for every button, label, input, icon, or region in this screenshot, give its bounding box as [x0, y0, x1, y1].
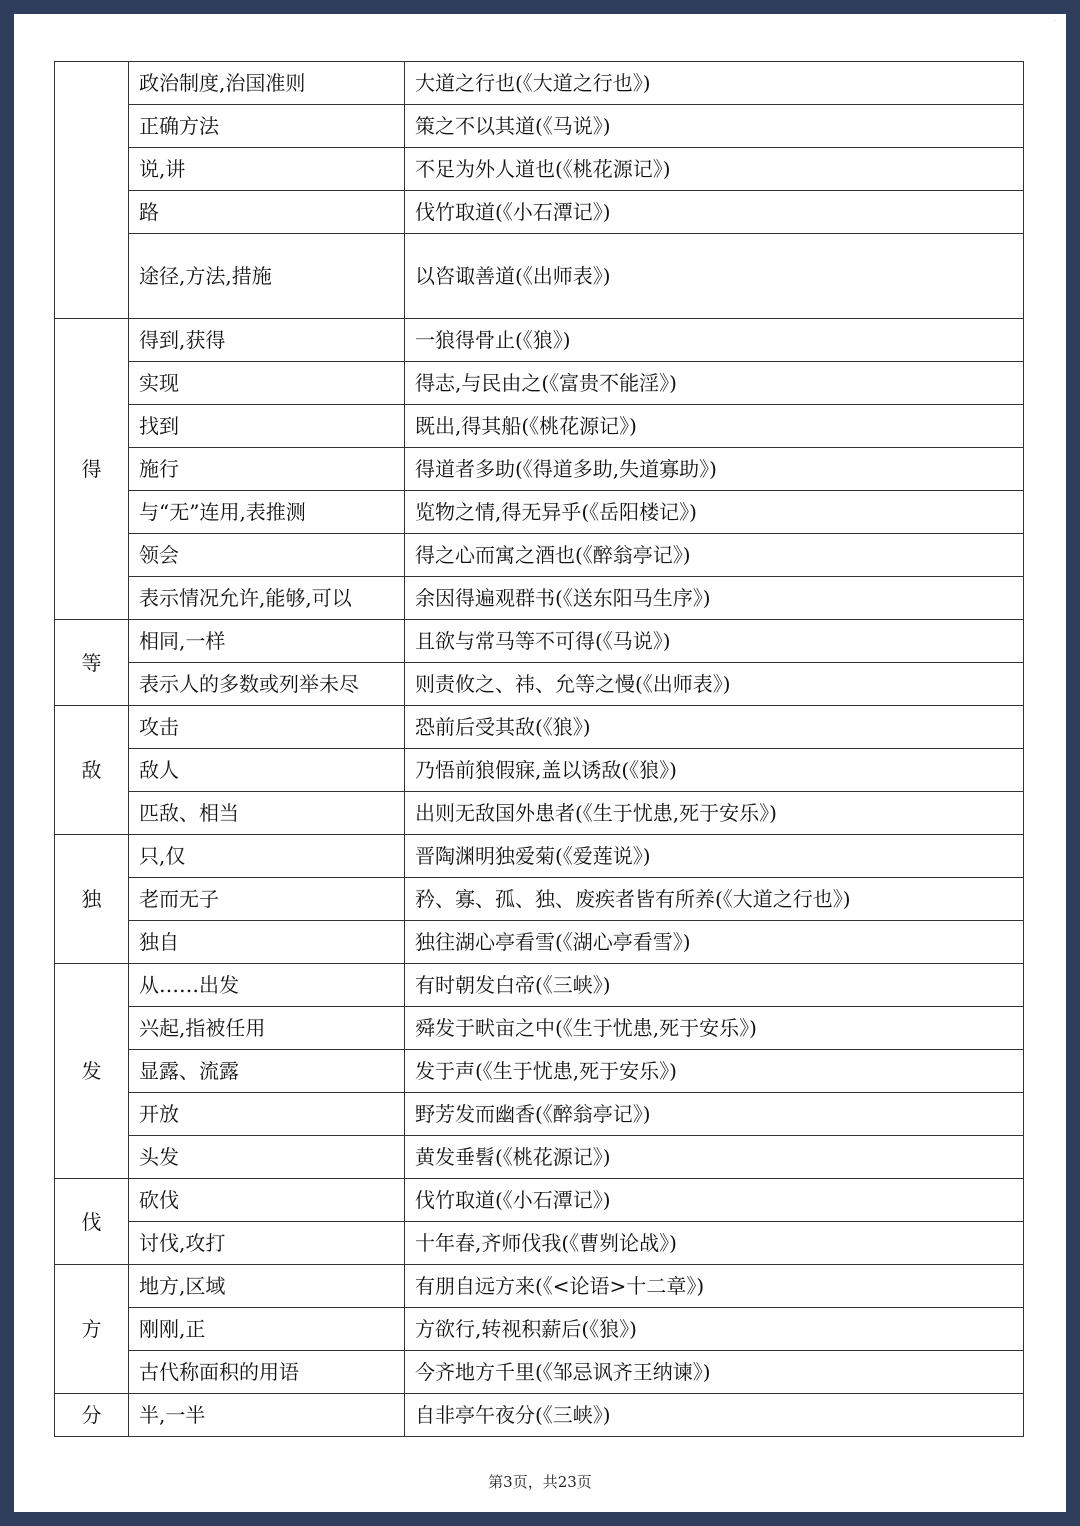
- example-cell: 出则无敌国外患者(《生于忧患,死于安乐》): [405, 792, 1024, 835]
- meaning-cell: 路: [129, 191, 405, 234]
- headword-cell: 伐: [55, 1179, 129, 1265]
- table-row: [55, 62, 1024, 105]
- example-cell: 余因得遍观群书(《送东阳马生序》): [405, 577, 1024, 620]
- example-cell: 伐竹取道(《小石潭记》): [405, 191, 1024, 234]
- example-cell: 恐前后受其敌(《狼》): [405, 706, 1024, 749]
- headword-cell: 独: [55, 835, 129, 964]
- meaning-cell: 领会: [129, 534, 405, 577]
- meaning-cell: 实现: [129, 362, 405, 405]
- meaning-cell: 砍伐: [129, 1179, 405, 1222]
- headword-cell: 得: [55, 319, 129, 620]
- example-cell: 得道者多助(《得道多助,失道寡助》): [405, 448, 1024, 491]
- watermark: ·: [1054, 18, 1056, 25]
- example-cell: 且欲与常马等不可得(《马说》): [405, 620, 1024, 663]
- meaning-cell: 敌人: [129, 749, 405, 792]
- meaning-cell: 表示人的多数或列举未尽: [129, 663, 405, 706]
- headword-cell: 敌: [55, 706, 129, 835]
- example-cell: 伐竹取道(《小石潭记》): [405, 1179, 1024, 1222]
- meaning-cell: 得到,获得: [129, 319, 405, 362]
- example-cell: 今齐地方千里(《邹忌讽齐王纳谏》): [405, 1351, 1024, 1394]
- table-row: [55, 1093, 1024, 1136]
- example-cell: 既出,得其船(《桃花源记》): [405, 405, 1024, 448]
- example-cell: 有朋自远方来(《<论语>十二章》): [405, 1265, 1024, 1308]
- example-cell: 则责攸之、祎、允等之慢(《出师表》): [405, 663, 1024, 706]
- table-row: [55, 148, 1024, 191]
- table-row: [55, 448, 1024, 491]
- meaning-cell: 找到: [129, 405, 405, 448]
- example-cell: 览物之情,得无异乎(《岳阳楼记》): [405, 491, 1024, 534]
- example-cell: 一狼得骨止(《狼》): [405, 319, 1024, 362]
- example-cell: 以咨诹善道(《出师表》): [405, 234, 1024, 319]
- table-row: [55, 921, 1024, 964]
- example-cell: 得之心而寓之酒也(《醉翁亭记》): [405, 534, 1024, 577]
- table-row: [55, 1007, 1024, 1050]
- headword-cell: 方: [55, 1265, 129, 1394]
- example-cell: 发于声(《生于忧患,死于安乐》): [405, 1050, 1024, 1093]
- meaning-cell: 开放: [129, 1093, 405, 1136]
- meaning-cell: 表示情况允许,能够,可以: [129, 577, 405, 620]
- table-row: [55, 1136, 1024, 1179]
- table-row: [55, 1394, 1024, 1437]
- meaning-cell: 只,仅: [129, 835, 405, 878]
- example-cell: 野芳发而幽香(《醉翁亭记》): [405, 1093, 1024, 1136]
- example-cell: 大道之行也(《大道之行也》): [405, 62, 1024, 105]
- meaning-cell: 头发: [129, 1136, 405, 1179]
- meaning-cell: 老而无子: [129, 878, 405, 921]
- example-cell: 矜、寡、孤、独、废疾者皆有所养(《大道之行也》): [405, 878, 1024, 921]
- table-row: [55, 878, 1024, 921]
- example-cell: 有时朝发白帝(《三峡》): [405, 964, 1024, 1007]
- meaning-cell: 施行: [129, 448, 405, 491]
- table-row: [55, 234, 1024, 319]
- example-cell: 十年春,齐师伐我(《曹刿论战》): [405, 1222, 1024, 1265]
- table-row: [55, 1050, 1024, 1093]
- example-cell: 独往湖心亭看雪(《湖心亭看雪》): [405, 921, 1024, 964]
- table-row: [55, 362, 1024, 405]
- headword-cell: [55, 62, 129, 319]
- example-cell: 舜发于畎亩之中(《生于忧患,死于安乐》): [405, 1007, 1024, 1050]
- table-row: [55, 964, 1024, 1007]
- table-row: [55, 1179, 1024, 1222]
- meaning-cell: 相同,一样: [129, 620, 405, 663]
- meaning-cell: 地方,区域: [129, 1265, 405, 1308]
- example-cell: 不足为外人道也(《桃花源记》): [405, 148, 1024, 191]
- table-row: [55, 1351, 1024, 1394]
- example-cell: 得志,与民由之(《富贵不能淫》): [405, 362, 1024, 405]
- headword-cell: 等: [55, 620, 129, 706]
- meaning-cell: 独自: [129, 921, 405, 964]
- page-number-footer: 第3页，共23页: [488, 1473, 592, 1491]
- example-cell: 自非亭午夜分(《三峡》): [405, 1394, 1024, 1437]
- table-row: [55, 835, 1024, 878]
- meaning-cell: 与“无”连用,表推测: [129, 491, 405, 534]
- meaning-cell: 显露、流露: [129, 1050, 405, 1093]
- table-row: [55, 1308, 1024, 1351]
- meaning-cell: 政治制度,治国准则: [129, 62, 405, 105]
- meaning-cell: 古代称面积的用语: [129, 1351, 405, 1394]
- table-row: [55, 663, 1024, 706]
- vocabulary-table: [54, 61, 1024, 1437]
- table-row: [55, 534, 1024, 577]
- meaning-cell: 攻击: [129, 706, 405, 749]
- table-row: [55, 105, 1024, 148]
- example-cell: 方欲行,转视积薪后(《狼》): [405, 1308, 1024, 1351]
- meaning-cell: 说,讲: [129, 148, 405, 191]
- meaning-cell: 兴起,指被任用: [129, 1007, 405, 1050]
- example-cell: 策之不以其道(《马说》): [405, 105, 1024, 148]
- table-row: [55, 1222, 1024, 1265]
- meaning-cell: 从……出发: [129, 964, 405, 1007]
- headword-cell: 分: [55, 1394, 129, 1437]
- example-cell: 乃悟前狼假寐,盖以诱敌(《狼》): [405, 749, 1024, 792]
- meaning-cell: 途径,方法,措施: [129, 234, 405, 319]
- table-row: [55, 620, 1024, 663]
- example-cell: 黄发垂髫(《桃花源记》): [405, 1136, 1024, 1179]
- meaning-cell: 半,一半: [129, 1394, 405, 1437]
- table-row: [55, 191, 1024, 234]
- vocabulary-table-body: [55, 62, 1024, 1437]
- table-row: [55, 749, 1024, 792]
- table-row: [55, 792, 1024, 835]
- table-row: [55, 577, 1024, 620]
- table-row: [55, 491, 1024, 534]
- meaning-cell: 刚刚,正: [129, 1308, 405, 1351]
- table-row: [55, 706, 1024, 749]
- headword-cell: 发: [55, 964, 129, 1179]
- table-row: [55, 1265, 1024, 1308]
- table-row: [55, 405, 1024, 448]
- meaning-cell: 正确方法: [129, 105, 405, 148]
- example-cell: 晋陶渊明独爱菊(《爱莲说》): [405, 835, 1024, 878]
- table-row: [55, 319, 1024, 362]
- meaning-cell: 匹敌、相当: [129, 792, 405, 835]
- document-page: [14, 14, 1066, 1512]
- meaning-cell: 讨伐,攻打: [129, 1222, 405, 1265]
